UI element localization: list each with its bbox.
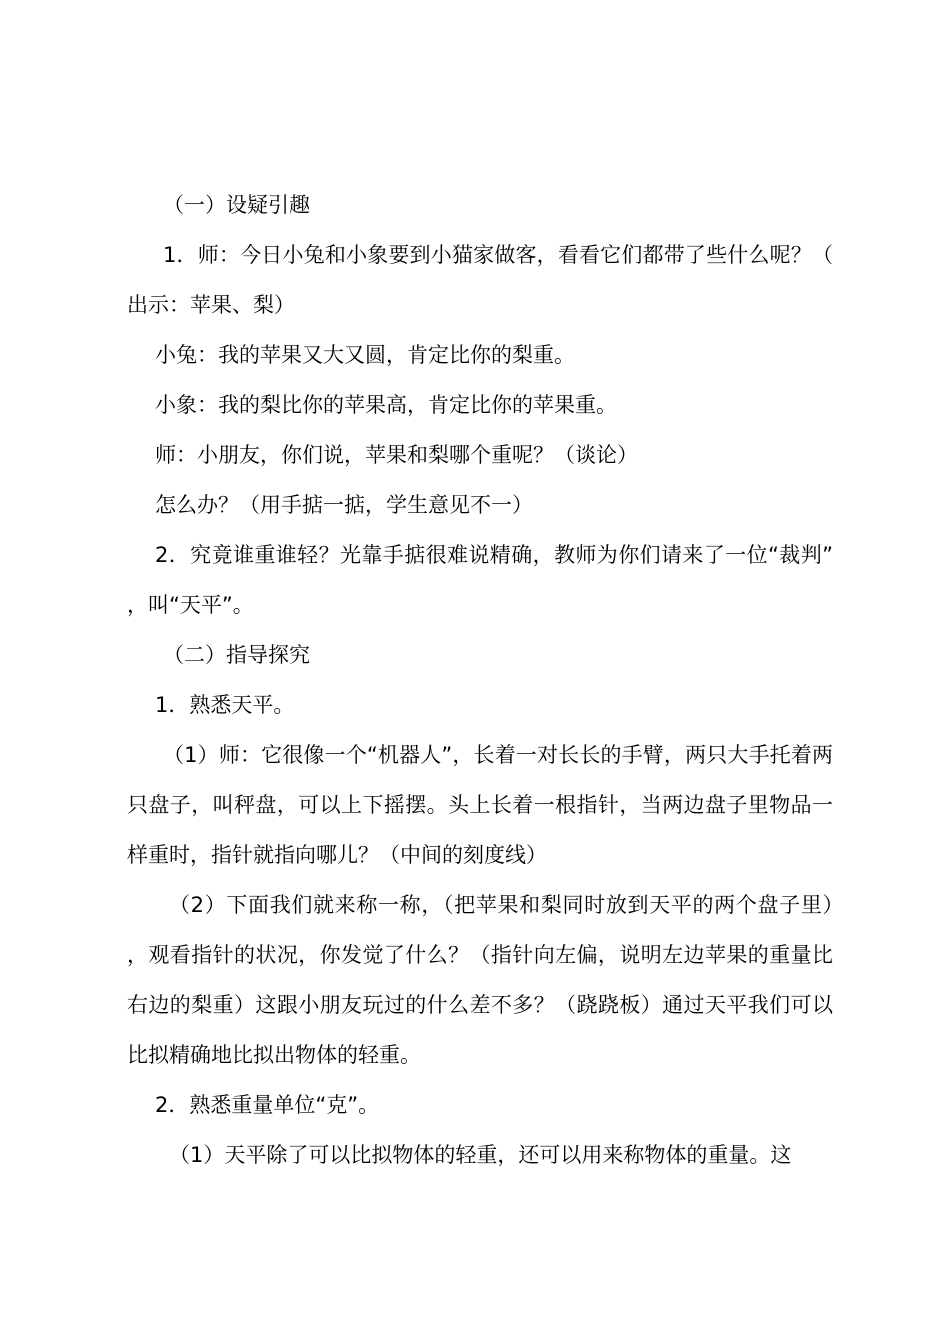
dialogue-line: 小象：我的梨比你的苹果高，肯定比你的苹果重。 — [155, 393, 617, 417]
subheading: 2．熟悉重量单位“克”。 — [155, 1093, 380, 1117]
paragraph: 1．师：今日小兔和小象要到小猫家做客，看看它们都带了些什么呢？（出示：苹果、梨） — [127, 243, 833, 317]
paragraph: （1）师：它很像一个“机器人”，长着一对长长的手臂，两只大手托着两只盘子，叫秤盘，可以上下摇摆。头上长着一根指针，当两边盘子里物品一样重时，指针就指向哪儿？（中间的刻度线） — [127, 743, 833, 867]
paragraph: （2）下面我们就来称一称，（把苹果和梨同时放到天平的两个盘子里），观看指针的状况，你发觉了什么？（指针向左偏，说明左边苹果的重量比右边的梨重）这跟小朋友玩过的什么差不多？（跷跷板）通过天平我们可以比拟精确地比拟出物体的轻重。 — [127, 893, 833, 1067]
subheading: 1．熟悉天平。 — [155, 693, 295, 717]
section-heading-1: （一）设疑引趣 — [163, 193, 310, 217]
paragraph: 怎么办？（用手掂一掂，学生意见不一） — [155, 493, 533, 517]
dialogue-line: 师：小朋友，你们说，苹果和梨哪个重呢？（谈论） — [155, 443, 638, 467]
paragraph: （1）天平除了可以比拟物体的轻重，还可以用来称物体的重量。这 — [169, 1143, 792, 1167]
section-heading-2: （二）指导探究 — [163, 643, 310, 667]
dialogue-line: 小兔：我的苹果又大又圆，肯定比你的梨重。 — [155, 343, 575, 367]
paragraph: 2．究竟谁重谁轻？光靠手掂很难说精确，教师为你们请来了一位“裁判”，叫“天平”。 — [127, 543, 833, 617]
document-body — [127, 180, 833, 1180]
